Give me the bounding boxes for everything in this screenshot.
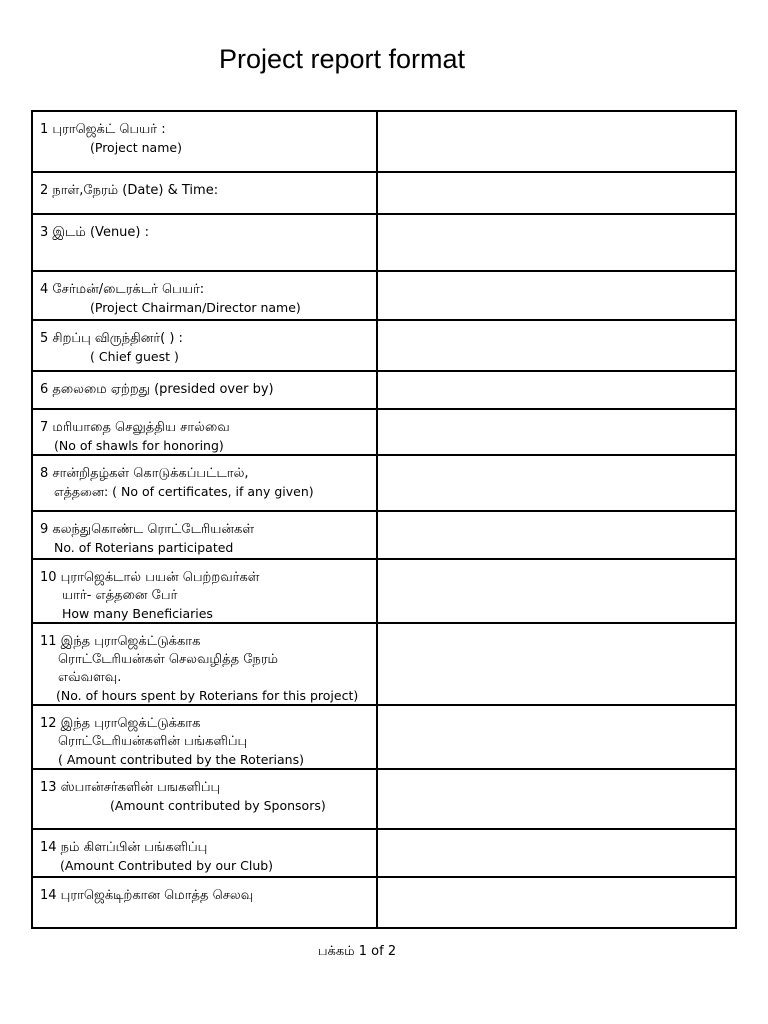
- report-row: [32, 214, 736, 271]
- report-row: [32, 705, 736, 769]
- report-row: [32, 172, 736, 214]
- field-label-line: (No of shawls for honoring): [54, 438, 224, 453]
- report-row: [32, 111, 736, 172]
- field-value-cell[interactable]: [377, 271, 736, 320]
- report-row: [32, 769, 736, 829]
- page-title: Project report format: [218, 44, 466, 74]
- report-row: [32, 559, 736, 623]
- report-row: [32, 455, 736, 511]
- field-value-cell[interactable]: [377, 409, 736, 455]
- field-label-cell: [32, 111, 377, 172]
- page-number: பக்கம் 1 of 2: [317, 944, 397, 959]
- report-row: [32, 829, 736, 877]
- field-label-cell: [32, 320, 377, 371]
- field-value-cell[interactable]: [377, 829, 736, 877]
- field-value-cell[interactable]: [377, 877, 736, 928]
- field-label-line: (Project Chairman/Director name): [90, 300, 301, 315]
- field-label-line: 8 சான்றிதழ்கள் கொடுக்கப்பட்டால்,: [40, 466, 249, 481]
- field-label-line: How many Beneficiaries: [62, 606, 213, 621]
- field-value-cell[interactable]: [377, 623, 736, 705]
- field-label-line: (Amount Contributed by our Club): [60, 858, 274, 873]
- field-label-cell: [32, 705, 377, 769]
- field-label-line: 3 இடம் (Venue) :: [40, 225, 150, 240]
- field-label-line: 7 மரியாதை செலுத்திய சால்வை: [40, 420, 230, 435]
- field-label-line: 14 புராஜெக்டிற்கான மொத்த செலவு: [40, 888, 254, 903]
- field-value-cell[interactable]: [377, 705, 736, 769]
- field-value-cell[interactable]: [377, 320, 736, 371]
- field-label-cell: [32, 511, 377, 559]
- field-label-cell: [32, 409, 377, 455]
- field-label-line: (Project name): [90, 140, 182, 155]
- field-label-line: 13 ஸ்பான்சர்களின் பஙகளிப்பு: [40, 780, 221, 795]
- field-label-line: 1 புராஜெக்ட் பெயர் :: [40, 122, 166, 137]
- report-row: [32, 409, 736, 455]
- field-label-line: யார்- எத்தனை பேர்: [62, 588, 178, 603]
- field-label-line: ( Chief guest ): [90, 349, 179, 364]
- field-label-cell: [32, 271, 377, 320]
- field-label-cell: [32, 877, 377, 928]
- field-label-line: (No. of hours spent by Roterians for this project): [56, 688, 359, 703]
- field-label-line: எவ்வளவு.: [58, 670, 122, 685]
- report-row: [32, 877, 736, 928]
- field-label-line: ரொட்டேரியன்கள் செலவழித்த நேரம்: [58, 652, 278, 667]
- field-label-cell: [32, 455, 377, 511]
- field-label-line: (Amount contributed by Sponsors): [110, 798, 326, 813]
- field-label-line: ரொட்டேரியன்களின் பங்களிப்பு: [58, 734, 248, 749]
- field-value-cell[interactable]: [377, 455, 736, 511]
- field-value-cell[interactable]: [377, 172, 736, 214]
- field-label-cell: [32, 829, 377, 877]
- field-label-line: எத்தனை: ( No of certificates, if any given): [54, 484, 314, 499]
- field-label-cell: [32, 172, 377, 214]
- field-label-line: 6 தலைமை ஏற்றது (presided over by): [40, 382, 274, 397]
- field-value-cell[interactable]: [377, 559, 736, 623]
- field-label-cell: [32, 769, 377, 829]
- field-label-line: 4 சேர்மன்/டைரக்டர் பெயர்:: [40, 282, 205, 297]
- field-value-cell[interactable]: [377, 214, 736, 271]
- field-value-cell[interactable]: [377, 371, 736, 409]
- field-value-cell[interactable]: [377, 111, 736, 172]
- field-label-line: 14 நம் கிளப்பின் பங்களிப்பு: [40, 840, 208, 855]
- field-label-line: 2 நாள்,நேரம் (Date) & Time:: [40, 183, 219, 198]
- report-table: [31, 110, 737, 929]
- field-label-line: 12 இந்த புராஜெக்ட்டுக்காக: [40, 716, 201, 731]
- field-label-line: 9 கலந்துகொண்ட ரொட்டேரியன்கள்: [40, 522, 255, 537]
- report-row: [32, 371, 736, 409]
- report-row: [32, 320, 736, 371]
- field-label-line: 11 இந்த புராஜெக்ட்டுக்காக: [40, 634, 201, 649]
- field-label-cell: [32, 559, 377, 623]
- field-label-line: ( Amount contributed by the Roterians): [58, 752, 304, 767]
- field-label-cell: [32, 371, 377, 409]
- report-row: [32, 511, 736, 559]
- report-row: [32, 271, 736, 320]
- field-value-cell[interactable]: [377, 511, 736, 559]
- field-value-cell[interactable]: [377, 769, 736, 829]
- field-label-line: 5 சிறப்பு விருந்தினர்( ) :: [40, 331, 183, 346]
- field-label-line: 10 புராஜெக்டால் பயன் பெற்றவர்கள்: [40, 570, 260, 585]
- field-label-cell: [32, 214, 377, 271]
- field-label-line: No. of Roterians participated: [54, 540, 234, 555]
- report-row: [32, 623, 736, 705]
- field-label-cell: [32, 623, 377, 705]
